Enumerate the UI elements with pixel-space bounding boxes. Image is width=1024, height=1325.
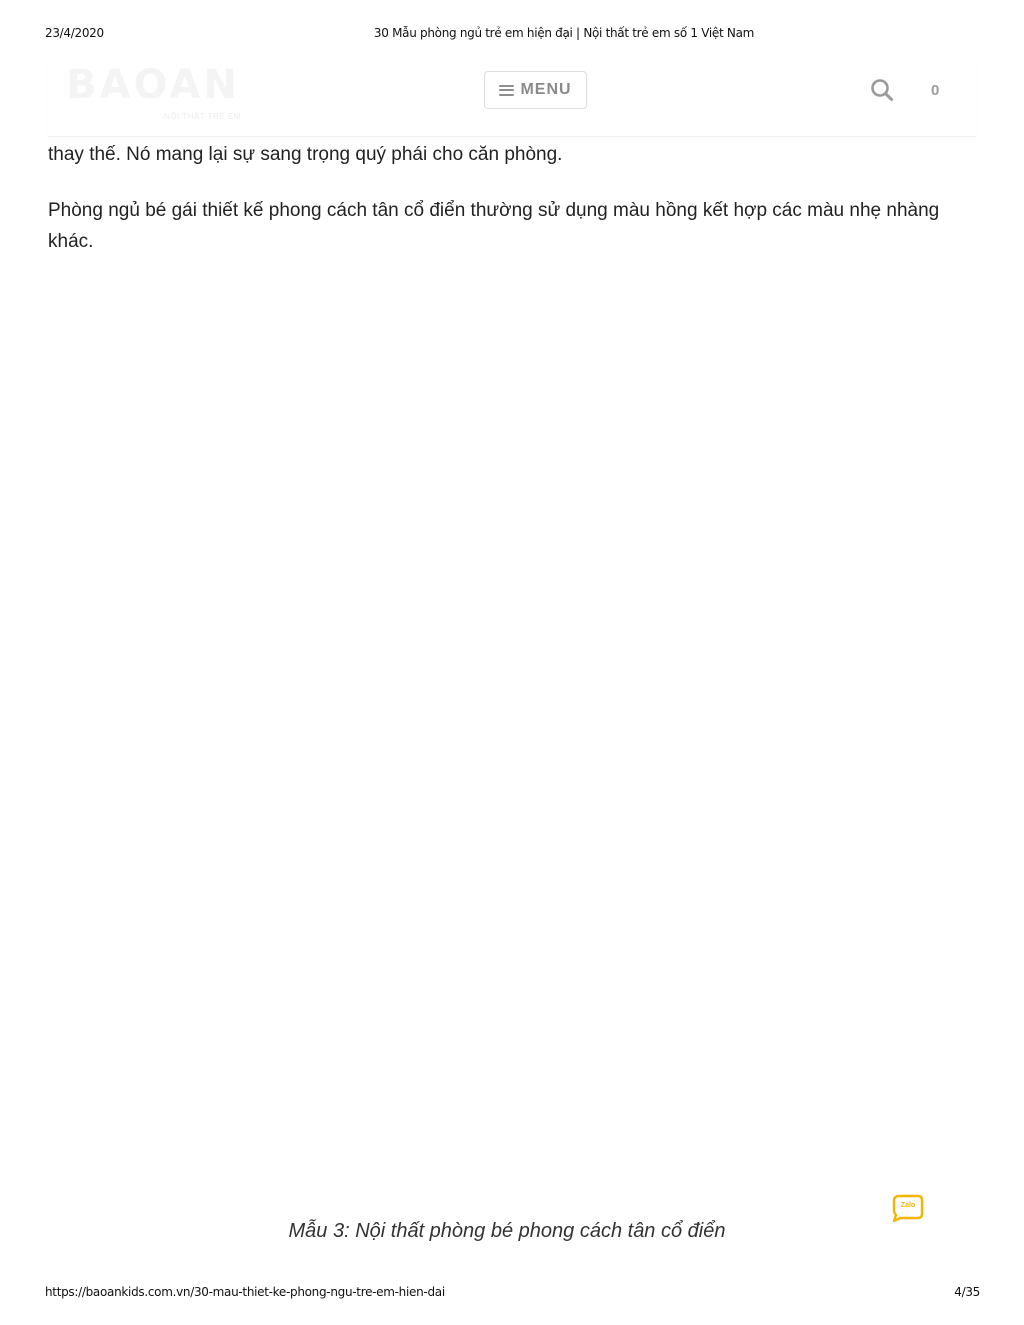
article-paragraph: Phòng ngủ bé gái thiết kế phong cách tân cổ điển thường sử dụng màu hồng kết hợp các màu nhẹ nhàng khác.: [48, 200, 940, 252]
print-header: [0, 26, 1024, 42]
print-date: 23/4/2020: [45, 26, 104, 40]
logo-tagline: NỘI THẤT TRẺ EM: [164, 112, 241, 121]
article-paragraph: thay thế. Nó mang lại sự sang trọng quý phái cho căn phòng.: [48, 144, 563, 165]
menu-label: MENU: [520, 81, 572, 98]
site-header: [48, 56, 976, 137]
print-page-number: 4/35: [954, 1285, 980, 1299]
logo-wordmark: BAOAN: [66, 62, 240, 108]
menu-button[interactable]: [484, 71, 587, 109]
search-icon[interactable]: [870, 78, 894, 102]
print-footer: [0, 1285, 1024, 1301]
zalo-label: Zalo: [900, 1202, 916, 1209]
image-caption: Mẫu 3: Nội thất phòng bé phong cách tân cổ điển: [288, 1220, 726, 1242]
hamburger-icon: [499, 85, 514, 96]
print-page-title: 30 Mẫu phòng ngủ trẻ em hiện đại | Nội thất trẻ em số 1 Việt Nam: [373, 26, 755, 40]
cart-count[interactable]: 0: [931, 82, 940, 99]
article-image: [48, 268, 976, 1208]
site-logo[interactable]: [66, 62, 326, 122]
print-url: https://baoankids.com.vn/30-mau-thiet-ke-phong-ngu-tre-em-hien-dai: [45, 1285, 445, 1299]
zalo-chat-button[interactable]: [892, 1193, 924, 1223]
